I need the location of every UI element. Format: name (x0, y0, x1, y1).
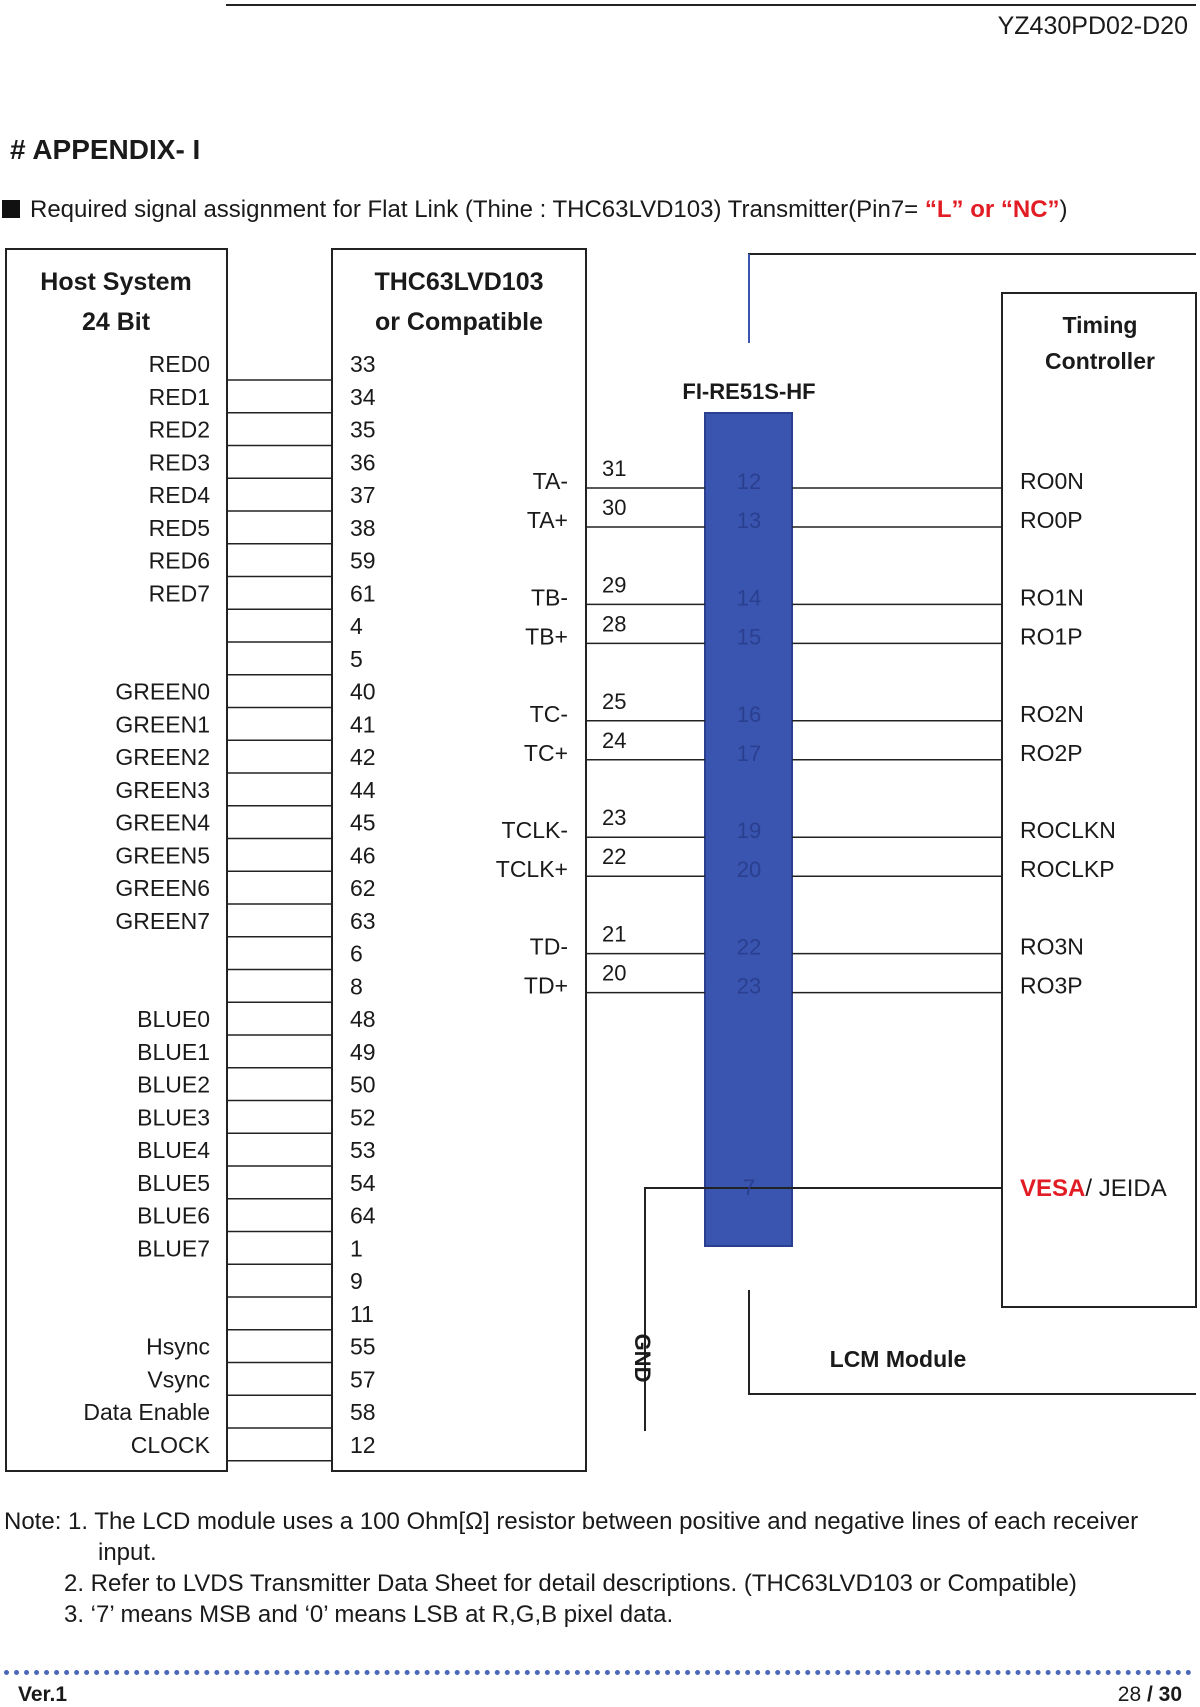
tx-output-pin: 22 (602, 844, 627, 870)
document-code: YZ430PD02-D20 (997, 12, 1188, 40)
transmitter-input-pin: 58 (350, 1399, 376, 1425)
receiver-signal-label: RO0P (1020, 507, 1083, 533)
connector-pin: 12 (736, 469, 762, 494)
transmitter-input-pin: 33 (350, 351, 376, 377)
requirement-text: Required signal assignment for Flat Link (Thine : THC63LVD103) Transmitter(Pin7= (30, 196, 919, 223)
host-signal-label: GREEN0 (115, 678, 210, 705)
connector-pin: 22 (736, 934, 762, 960)
timing-controller-box (1002, 293, 1196, 1307)
transmitter-input-pin: 48 (350, 1006, 376, 1032)
note-1: Note: 1. The LCD module uses a 100 Ohm[Ω] resistor between positive and negative lines of each receiver (4, 1508, 1139, 1535)
version-label: Ver.1 (18, 1683, 68, 1706)
tx-output-pin: 30 (602, 495, 627, 520)
host-signal-label: BLUE0 (137, 1006, 210, 1032)
host-title-line1: Host System (40, 268, 192, 296)
footer-dotted-rule (4, 1670, 1192, 1675)
transmitter-input-pin: 45 (350, 809, 376, 836)
tx-pair-label: TCLK- (501, 817, 568, 844)
tx-output-pin: 20 (602, 960, 627, 986)
transmitter-input-pin: 52 (350, 1104, 376, 1131)
transmitter-input-pin: 55 (350, 1333, 376, 1360)
transmitter-input-pin: 53 (350, 1137, 376, 1163)
transmitter-input-pin: 6 (350, 940, 363, 967)
transmitter-input-pin: 8 (350, 973, 363, 1000)
jeida-label: / JEIDA (1085, 1175, 1167, 1202)
gnd-label: GND (630, 1333, 655, 1383)
lcm-module-outline-bottom (749, 1290, 1196, 1394)
transmitter-input-pin: 41 (350, 711, 376, 738)
host-signal-label: GREEN2 (115, 744, 210, 770)
host-signal-label: CLOCK (130, 1431, 210, 1458)
connector-pin: 23 (736, 973, 762, 999)
host-signal-label: GREEN3 (115, 776, 210, 803)
transmitter-input-pin: 64 (350, 1202, 376, 1229)
tx-output-pin: 24 (602, 727, 627, 753)
host-signal-label: Data Enable (83, 1399, 210, 1425)
transmitter-input-pin: 34 (350, 383, 376, 410)
transmitter-input-pin: 1 (350, 1235, 363, 1262)
receiver-signal-label: RO3P (1020, 972, 1083, 999)
vesa-jeida-label (1020, 1175, 1167, 1202)
host-signal-label: BLUE2 (137, 1071, 210, 1098)
transmitter-input-pin: 11 (350, 1300, 374, 1327)
requirement-suffix: ) (1059, 196, 1068, 223)
tx-output-pin: 23 (602, 805, 627, 831)
host-signal-label: RED5 (148, 514, 210, 541)
transmitter-input-pin: 63 (350, 907, 376, 934)
appendix-title: # APPENDIX- I (10, 134, 201, 165)
connector-pin: 19 (736, 818, 762, 844)
page-total: / 30 (1146, 1683, 1182, 1706)
receiver-signal-label: RO0N (1020, 468, 1084, 494)
connector-pin: 14 (736, 585, 762, 611)
tx-pair-label: TCLK+ (495, 856, 568, 883)
tx-pair-label: TD+ (523, 972, 568, 999)
host-signal-label: GREEN5 (115, 842, 210, 869)
timing-title-line1: Timing (1062, 312, 1138, 338)
transmitter-input-pin: 37 (350, 482, 376, 508)
timing-title-line2: Controller (1045, 348, 1155, 374)
host-signal-label: BLUE4 (137, 1137, 210, 1163)
host-signal-label: RED0 (148, 351, 210, 377)
page-current: 28 (1117, 1683, 1142, 1706)
transmitter-input-pin: 54 (350, 1169, 376, 1196)
host-signal-label: GREEN1 (115, 711, 210, 738)
note-3: 3. ‘7’ means MSB and ‘0’ means LSB at R,G,B pixel data. (64, 1601, 674, 1628)
tx-pair-label: TA- (532, 468, 568, 494)
transmitter-input-pin: 57 (350, 1366, 376, 1393)
host-signal-label: BLUE1 (137, 1038, 210, 1065)
tx-output-pin: 25 (602, 688, 627, 714)
lcm-module-label: LCM Module (829, 1346, 967, 1372)
note-2: 2. Refer to LVDS Transmitter Data Sheet for detail descriptions. (THC63LVD103 or Compatible) (64, 1570, 1077, 1597)
transmitter-input-pin: 59 (350, 547, 376, 574)
host-signal-label: GREEN7 (115, 907, 210, 934)
tx-output-pin: 29 (602, 572, 627, 598)
transmitter-input-pin: 4 (350, 613, 363, 639)
transmitter-input-pin: 50 (350, 1071, 376, 1098)
transmitter-input-pin: 46 (350, 842, 376, 869)
lvds-pair-rows (496, 456, 1116, 999)
connector-pin-vesa: 7 (742, 1175, 756, 1200)
receiver-signal-label: RO1N (1020, 584, 1084, 611)
transmitter-title-line2: or Compatible (374, 308, 544, 336)
connector-pin: 20 (736, 857, 762, 883)
receiver-signal-label: ROCLKP (1020, 856, 1115, 883)
tx-output-pin: 21 (602, 921, 627, 947)
requirement-pin-condition: “L” or “NC” (924, 196, 1060, 223)
connector-pin: 13 (736, 508, 762, 533)
page-number (1118, 1683, 1182, 1707)
transmitter-input-pin: 62 (350, 875, 376, 901)
host-signal-label: GREEN4 (115, 809, 210, 836)
tx-pair-label: TA+ (526, 507, 568, 533)
transmitter-input-pin: 49 (350, 1038, 376, 1065)
note-1-continuation: input. (98, 1539, 157, 1566)
transmitter-input-pin: 38 (350, 514, 376, 541)
receiver-signal-label: RO2P (1020, 739, 1083, 766)
host-signal-label: RED4 (148, 482, 210, 508)
transmitter-input-pin: 61 (350, 580, 376, 607)
transmitter-input-pin: 9 (350, 1268, 363, 1294)
transmitter-input-pin: 12 (350, 1431, 376, 1458)
tx-pair-label: TD- (529, 933, 568, 960)
receiver-signal-label: ROCLKN (1020, 817, 1116, 844)
host-signal-label: RED1 (148, 383, 210, 410)
host-signal-label: RED2 (148, 416, 210, 443)
tx-pair-label: TB- (530, 584, 568, 611)
connector-pin: 16 (736, 701, 762, 727)
tx-pair-label: TB+ (525, 623, 568, 650)
host-signal-label: Vsync (147, 1366, 210, 1393)
transmitter-input-pin: 44 (350, 776, 376, 803)
host-signal-label: BLUE5 (137, 1169, 210, 1196)
vesa-label: VESA (1020, 1175, 1086, 1202)
host-signal-label: BLUE3 (137, 1104, 210, 1131)
tx-output-pin: 31 (602, 456, 627, 481)
transmitter-input-pin: 5 (350, 645, 363, 672)
tx-pair-label: TC- (529, 700, 568, 727)
receiver-signal-label: RO2N (1020, 700, 1084, 727)
receiver-signal-label: RO3N (1020, 933, 1084, 960)
host-signal-label: Hsync (146, 1333, 210, 1360)
host-title-line2: 24 Bit (81, 308, 151, 336)
host-signal-label: BLUE7 (137, 1235, 210, 1262)
connector-pin: 17 (736, 740, 762, 766)
host-signal-label: RED3 (148, 449, 210, 476)
receiver-signal-label: RO1P (1020, 623, 1083, 650)
host-signal-label: RED7 (148, 580, 210, 607)
tx-output-pin: 28 (602, 611, 627, 637)
transmitter-input-pin: 35 (350, 416, 376, 443)
host-signal-label: RED6 (148, 547, 210, 574)
host-signal-label: BLUE6 (137, 1202, 210, 1229)
transmitter-title-line1: THC63LVD103 (374, 268, 544, 296)
transmitter-input-pin: 36 (350, 449, 376, 476)
notes (4, 1506, 1194, 1630)
transmitter-input-pin: 40 (350, 678, 376, 705)
tx-pair-label: TC+ (523, 739, 568, 766)
host-signal-label: GREEN6 (115, 875, 210, 901)
connector-name: FI-RE51S-HF (682, 379, 816, 404)
transmitter-input-pin: 42 (350, 744, 376, 770)
connector-pin: 15 (736, 624, 762, 650)
